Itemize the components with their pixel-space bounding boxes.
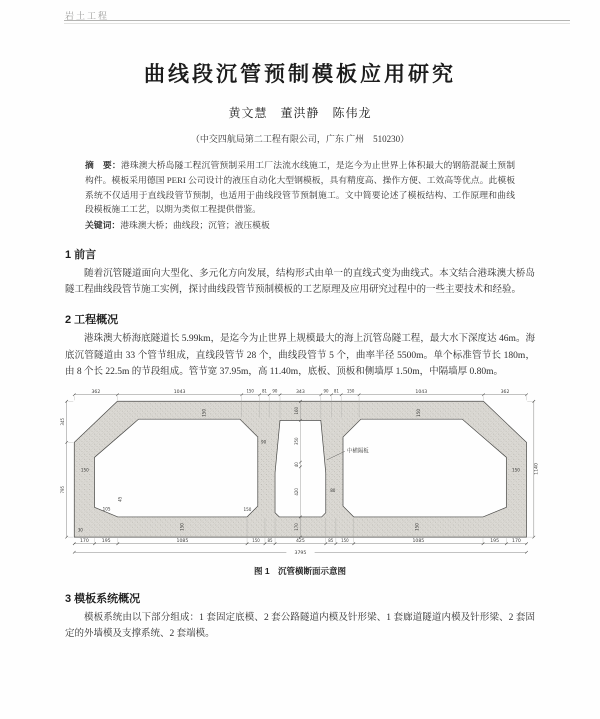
dim-label: 90: [323, 388, 329, 394]
dim-label: 362: [500, 389, 509, 395]
top-dimension-labels: [91, 389, 509, 395]
dim-label: 170: [511, 538, 521, 544]
dim-label: 90: [260, 439, 266, 445]
dim-label: 150: [346, 388, 354, 394]
abstract-text: 港珠澳大桥岛隧工程沉管预制采用工厂法流水线施工，是迄今为止世界上体积最大的钢筋混凝土预制构件。模板采用德国 PERI 公司设计的液压自动化大型钢模板，具有精度高、操作方便、工效高等优点。此模板系统不仅适用于直线段管节预制，也适用于曲线段管节预制施工。文中简要论述了模板结构、工作原理和曲线段模板施工工艺，以期为类似工程提供借鉴。: [85, 160, 515, 215]
dim-label: 80: [329, 488, 335, 494]
dim-label: 150: [415, 408, 421, 417]
section-2-heading: 2 工程概况: [65, 314, 119, 327]
dim-label: 420: [293, 488, 299, 496]
section-2-body: 港珠澳大桥海底隧道长 5.99km，是迄今为止世界上规模最大的海上沉管岛隧工程，最大水下深度达 46m。海底沉管隧道由 33 个管节组成，直线段管节 28 个，曲线段管节 5 个，曲率半径 5500m。单个标准管节长 180m，由 8 个长 22.5m 的节段组成。管节宽 37.95m，高 11.40m，底板、顶板和侧墙厚 1.50m，中隔墙厚 0.80m。: [65, 334, 535, 377]
dim-label: 195: [101, 538, 111, 544]
dim-label: 150: [80, 467, 89, 473]
dim-label: 150: [414, 523, 420, 531]
page-title: 曲线段沉管预制模板应用研究: [144, 63, 456, 86]
dim-label: 40: [293, 462, 299, 468]
keywords-line: [85, 218, 515, 233]
center-chain-labels: [293, 407, 298, 531]
header-rule: [64, 20, 570, 24]
dim-label: 30: [77, 527, 83, 533]
figure-caption: 图 1 沉管横断面示意图: [253, 566, 347, 576]
dim-label: 150: [200, 408, 206, 417]
figure-1: [0, 387, 600, 577]
dim-label: 150: [511, 467, 520, 473]
dim-label: 195: [489, 538, 499, 544]
dim-label: 150: [340, 537, 349, 543]
dim-label: 85: [266, 537, 272, 543]
dim-label: 425: [295, 538, 305, 544]
dim-label: 81: [333, 388, 339, 394]
dim-label: 150: [251, 537, 260, 543]
bottom-dimension-labels: [79, 538, 520, 556]
dim-label: 170: [293, 523, 299, 531]
dim-label: 81: [261, 388, 267, 394]
callout-label: 中横隔板: [346, 448, 369, 455]
authors-line: 黄文慧 董洪静 陈伟龙: [228, 106, 372, 120]
dim-label: 1043: [414, 389, 427, 395]
keywords-text: 港珠澳大桥；曲线段；沉管；液压模板: [120, 220, 270, 231]
dim-label: 90: [271, 388, 277, 394]
vertical-dimension-labels: [59, 418, 539, 494]
section-1-heading: 1 前言: [65, 248, 97, 261]
dim-label: 85: [327, 537, 333, 543]
dim-label: 345: [59, 418, 65, 426]
dim-label: 150: [178, 523, 184, 531]
dim-label: 1043: [173, 389, 185, 395]
dim-label: 1085: [176, 538, 188, 544]
total-width-label: 3795: [294, 551, 306, 557]
section-3-body: 模板系统由以下部分组成：1 套固定底模、2 套公路隧道内模及针形梁、1 套廊道隧道内模及针形梁、2 套固定的外墙模及支撑系统、2 套端模。: [65, 613, 535, 640]
abstract-label: 摘 要：: [85, 160, 121, 170]
dim-label: 160: [293, 407, 299, 415]
inner-member-labels: [77, 409, 520, 533]
dim-label: 150: [243, 506, 251, 512]
dim-label: 45: [117, 496, 123, 502]
dim-label: 362: [90, 389, 100, 395]
keywords-label: 关键词：: [85, 220, 121, 231]
dim-label: 105: [102, 506, 111, 512]
dim-label: 150: [245, 388, 254, 394]
height-label: 1140: [534, 463, 540, 475]
dim-label: 1085: [411, 538, 424, 544]
abstract-block: [85, 158, 515, 233]
journal-header: 岩土工程: [65, 11, 110, 21]
tunnel-cross-section-drawing: [48, 387, 553, 559]
dim-label: 170: [79, 538, 89, 544]
dim-label: 343: [295, 389, 305, 395]
section-1-body: 随着沉管隧道面向大型化、多元化方向发展，结构形式由单一的直线式变为曲线式。本文结合港珠澳大桥岛隧工程曲线段管节施工实例，探讨曲线段管节预制模板的工艺原理及应用研究过程中的一些主要技术和经验。: [65, 268, 535, 296]
dim-label: 350: [293, 437, 299, 445]
affiliation-line: （中交四航局第二工程有限公司，广东 广州 510230）: [190, 134, 410, 144]
section-3-heading: 3 模板系统概况: [65, 593, 141, 605]
dim-label: 795: [59, 486, 65, 494]
